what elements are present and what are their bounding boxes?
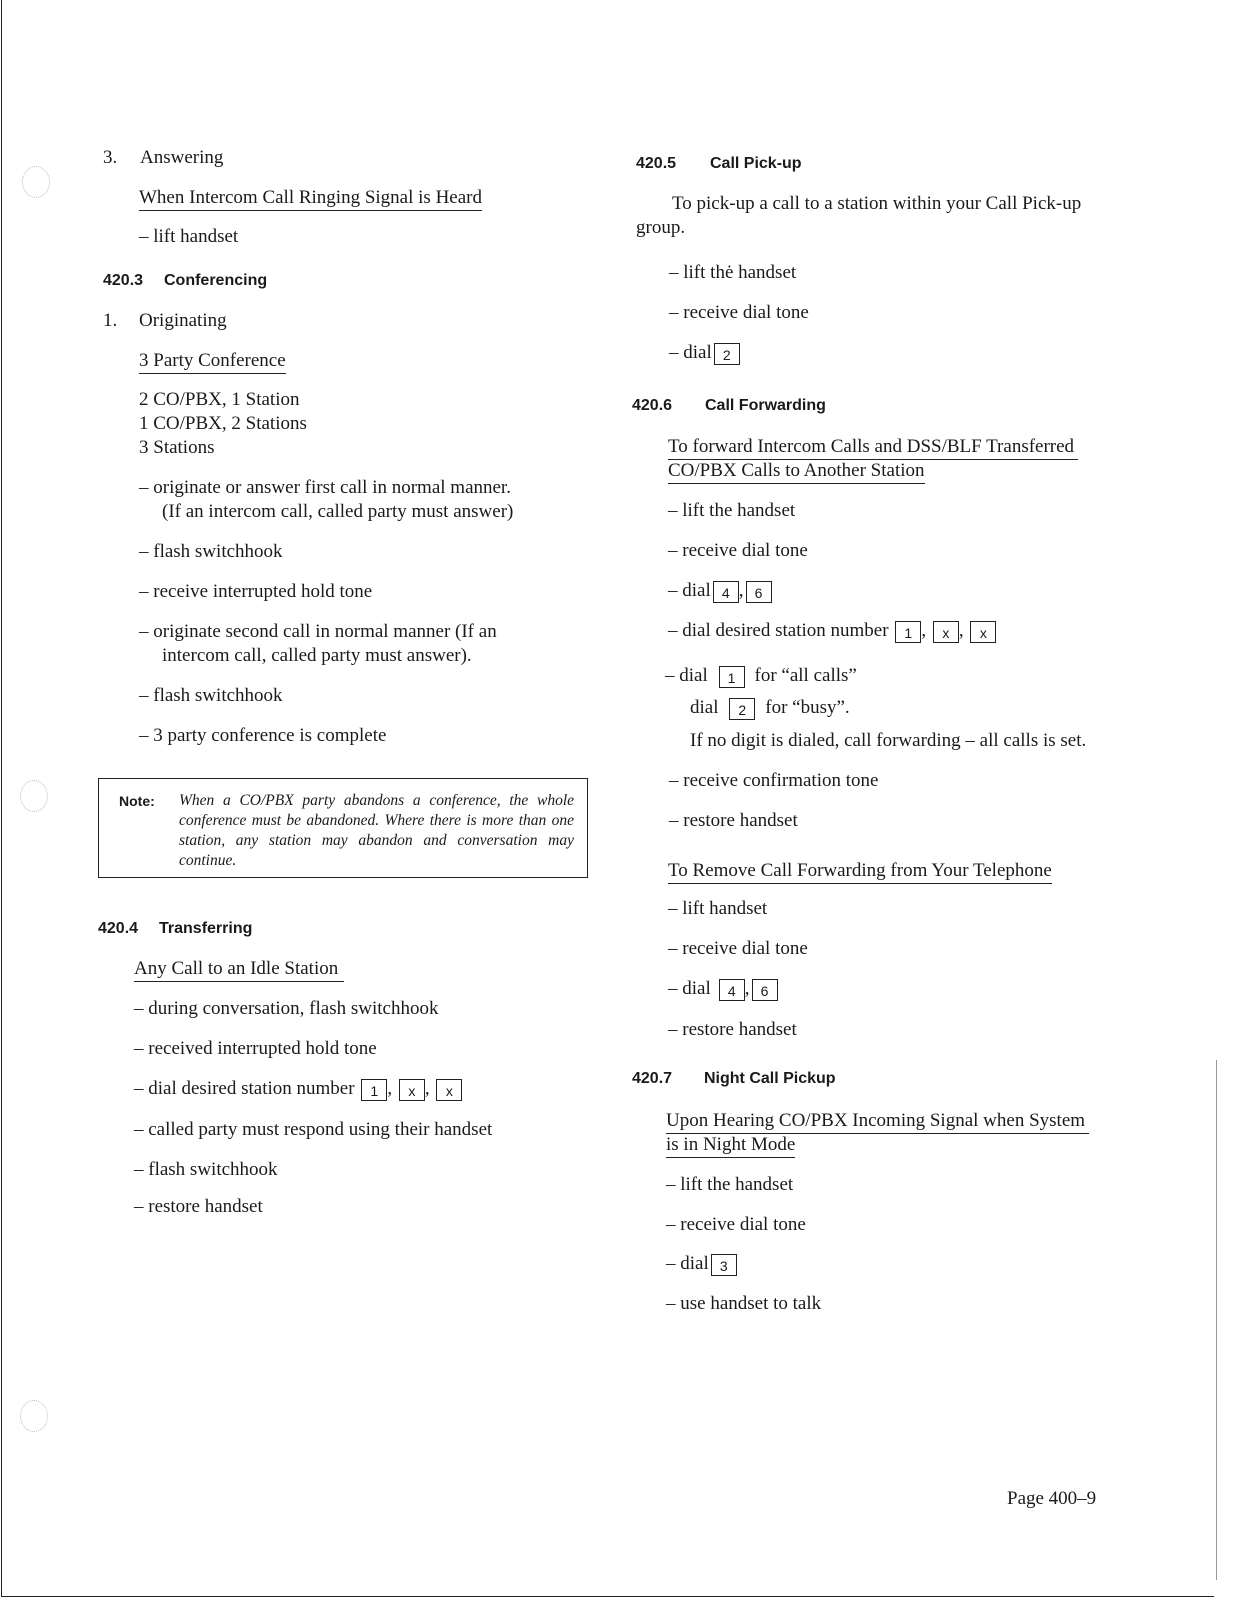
list-item: – use handset to talk — [666, 1293, 822, 1314]
dial-key: 1 — [719, 666, 745, 688]
list-item: – dial 4 , 6 — [668, 978, 778, 1001]
list-item-text: – dial — [668, 580, 711, 601]
list-item-text: – dial — [669, 342, 712, 363]
section-title: Call Forwarding — [705, 397, 826, 414]
list-item: – received interrupted hold tone — [134, 1038, 377, 1059]
section-number: 420.3 — [103, 272, 144, 289]
dial-key: x — [436, 1079, 462, 1101]
section-number: 420.4 — [98, 920, 139, 937]
section-title: Call Pick-up — [710, 155, 802, 172]
dial-key: 4 — [713, 581, 739, 603]
list-item-text: – dial desired station number — [134, 1078, 355, 1099]
list-item: – flash switchhook — [139, 541, 283, 562]
list-item: – receive dial tone — [669, 302, 809, 323]
dial-key: x — [970, 621, 996, 643]
punch-hole-mark — [20, 780, 48, 812]
dial-key: 6 — [746, 581, 772, 603]
dial-key: 1 — [895, 621, 921, 643]
step-title: Answering — [140, 147, 224, 168]
dial-key: 4 — [719, 979, 745, 1001]
list-item: – lift the handset — [666, 1174, 794, 1195]
punch-hole-mark — [20, 1400, 48, 1432]
dial-key: 1 — [361, 1079, 387, 1101]
page-number: Page 400–9 — [1007, 1488, 1097, 1509]
list-item-text: – dial desired station number — [668, 620, 889, 641]
config-line: 1 CO/PBX, 2 Stations — [139, 413, 307, 434]
list-item: – restore handset — [669, 810, 798, 831]
list-item: – during conversation, flash switchhook — [134, 998, 439, 1019]
section-title: Transferring — [159, 920, 253, 937]
list-item-text: dial — [690, 697, 719, 718]
section-number: 420.5 — [636, 155, 677, 172]
note-label: Note: — [119, 793, 155, 809]
section-title: Night Call Pickup — [704, 1070, 836, 1087]
subheading: Any Call to an Idle Station — [134, 958, 344, 982]
list-item-text: – dial — [668, 978, 711, 999]
subheading: CO/PBX Calls to Another Station — [668, 460, 925, 484]
section-number: 420.7 — [632, 1070, 673, 1087]
config-line: 2 CO/PBX, 1 Station — [139, 389, 300, 410]
list-item: – lift the handset — [668, 500, 796, 521]
list-item-text: for “busy”. — [765, 697, 850, 718]
dial-key: 3 — [711, 1254, 737, 1276]
dial-key: x — [399, 1079, 425, 1101]
list-item: – dial desired station number 1 , x , x — [668, 620, 996, 643]
list-item: – called party must respond using their handset — [134, 1119, 493, 1140]
list-item-text: – dial — [666, 1253, 709, 1274]
step-title: Originating — [139, 310, 227, 331]
list-item: – restore handset — [134, 1196, 263, 1217]
list-item: – receive dial tone — [666, 1214, 806, 1235]
list-item-continued: (If an intercom call, called party must answer) — [162, 501, 514, 522]
config-line: 3 Stations — [139, 437, 215, 458]
list-item: – dial 4 , 6 — [668, 580, 772, 603]
dial-key: x — [933, 621, 959, 643]
dial-key: 6 — [752, 979, 778, 1001]
list-item: – flash switchhook — [134, 1159, 278, 1180]
intro-text: group. — [636, 217, 686, 238]
subheading: When Intercom Call Ringing Signal is Heard — [139, 187, 482, 211]
note-box — [98, 778, 588, 878]
list-item — [665, 665, 857, 688]
intro-text: To pick-up a call to a station within your Call Pick-up — [672, 193, 1082, 214]
subheading: is in Night Mode — [666, 1134, 795, 1158]
step-number: 1. — [103, 310, 118, 331]
list-item — [669, 342, 740, 365]
list-item: – receive interrupted hold tone — [139, 581, 373, 602]
note-text: When a CO/PBX party abandons a conference, the whole conference must be abandoned. Where there is more than one station, any station may abandon and conversation may continue. — [179, 792, 574, 869]
subheading: To Remove Call Forwarding from Your Telephone — [668, 860, 1052, 884]
section-number: 420.6 — [632, 397, 673, 414]
list-item: – receive dial tone — [668, 540, 808, 561]
punch-hole-mark — [22, 166, 50, 198]
right-edge-rule — [1216, 1060, 1217, 1580]
dial-key: 2 — [714, 343, 740, 365]
list-item: – receive dial tone — [668, 938, 808, 959]
subheading: 3 Party Conference — [139, 350, 286, 374]
subheading: Upon Hearing CO/PBX Incoming Signal when System — [666, 1110, 1089, 1134]
list-item: – receive confirmation tone — [669, 770, 879, 791]
list-item: – lift handset — [139, 226, 239, 247]
section-title: Conferencing — [164, 272, 268, 289]
list-item: – originate or answer first call in normal manner. — [139, 477, 511, 498]
list-item: – 3 party conference is complete — [139, 725, 387, 746]
dial-key: 2 — [729, 698, 755, 720]
list-item-continued: If no digit is dialed, call forwarding – all calls is set. — [690, 730, 1087, 751]
step-number: 3. — [103, 147, 118, 168]
list-item-continued: intercom call, called party must answer). — [162, 645, 472, 666]
list-item: – originate second call in normal manner (If an — [139, 621, 497, 642]
list-item: – lift thė handset — [669, 262, 797, 283]
list-item: – flash switchhook — [139, 685, 283, 706]
list-item — [666, 1253, 737, 1276]
list-item-text: for “all calls” — [754, 665, 857, 686]
list-item: – lift handset — [668, 898, 768, 919]
list-item: – restore handset — [668, 1019, 797, 1040]
list-item-text: – dial — [665, 665, 708, 686]
list-item: – dial desired station number 1 , x , x — [134, 1078, 462, 1101]
list-item-continued — [690, 697, 850, 720]
subheading: To forward Intercom Calls and DSS/BLF Transferred — [668, 436, 1078, 460]
